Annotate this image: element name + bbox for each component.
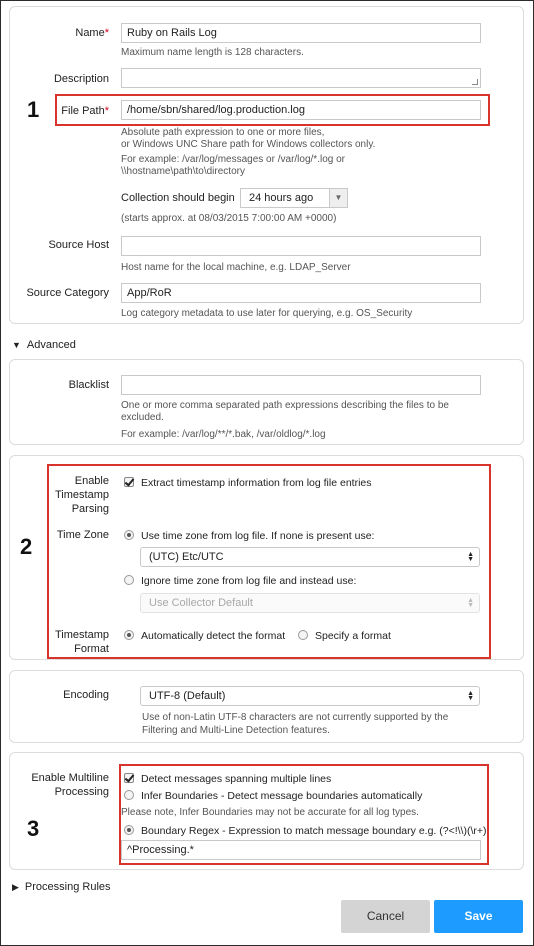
chevron-down-icon[interactable]: ▼ (329, 189, 347, 207)
updown-arrows-icon: ▲ ▼ (467, 597, 474, 609)
file-path-help-3: For example: /var/log/messages or /var/log/*.log or (121, 154, 345, 165)
name-input[interactable]: Ruby on Rails Log (121, 23, 481, 43)
source-category-input[interactable]: App/RoR (121, 283, 481, 303)
infer-boundaries-note: Please note, Infer Boundaries may not be accurate for all log types. (121, 807, 419, 818)
file-path-input[interactable]: /home/sbn/shared/log.production.log (121, 100, 481, 120)
detect-multiline-checkbox[interactable] (124, 773, 134, 783)
resize-handle-icon[interactable] (472, 79, 478, 85)
extract-timestamp-label: Extract timestamp information from log file entries (141, 477, 372, 489)
timezone-select[interactable] (140, 547, 480, 567)
processing-rules-label: Processing Rules (24, 881, 111, 893)
file-path-help-2: or Windows UNC Share path for Windows collectors only. (121, 139, 376, 150)
processing-rules-toggle[interactable] (12, 881, 111, 893)
collection-begin-label: Collection should begin (121, 192, 235, 204)
updown-arrows-icon: ▲ ▼ (467, 690, 474, 702)
source-host-label: Source Host (48, 239, 109, 251)
multiline-label: Enable Multiline Processing (31, 772, 109, 798)
file-path-help-4: \\hostname\path\to\directory (121, 166, 245, 177)
triangle-right-icon: ▶ (12, 882, 19, 892)
save-button[interactable]: Save (434, 900, 523, 933)
extract-timestamp-checkbox[interactable] (124, 477, 134, 487)
use-log-timezone-label: Use time zone from log file. If none is present use: (141, 530, 375, 542)
boundary-regex-label: Boundary Regex - Expression to match message boundary e.g. (?<!\\)(\r+) (141, 825, 487, 837)
ignore-timezone-radio[interactable] (124, 575, 134, 585)
advanced-toggle-label: Advanced (26, 339, 76, 351)
auto-detect-format-label: Automatically detect the format (141, 630, 286, 642)
file-path-label: File Path* (61, 105, 109, 117)
blacklist-help-1: One or more comma separated path expressions describing the files to be (121, 400, 449, 411)
collection-begin-value: 24 hours ago (249, 192, 314, 204)
multiline-label-box (9, 771, 109, 799)
source-host-help: Host name for the local machine, e.g. LDAP_Server (121, 262, 351, 273)
ignore-timezone-label: Ignore time zone from log file and instead use: (141, 575, 357, 587)
cancel-button[interactable]: Cancel (341, 900, 430, 933)
specify-format-radio[interactable] (298, 630, 308, 640)
infer-boundaries-radio[interactable] (124, 790, 134, 800)
annotation-2: 2 (20, 534, 33, 559)
use-log-timezone-radio[interactable] (124, 530, 134, 540)
name-label: Name* (75, 27, 109, 39)
collection-begin-select[interactable] (240, 188, 348, 208)
ignore-timezone-select-value: Use Collector Default (149, 597, 253, 609)
source-host-input[interactable] (121, 236, 481, 256)
name-help: Maximum name length is 128 characters. (121, 47, 304, 58)
timezone-label: Time Zone (56, 529, 109, 541)
collection-begin-help: (starts approx. at 08/03/2015 7:00:00 AM +0000) (121, 213, 337, 224)
annotation-3: 3 (27, 816, 40, 841)
ignore-timezone-select[interactable] (140, 593, 480, 613)
timestamp-format-label-box (9, 628, 109, 656)
triangle-down-icon: ▼ (12, 340, 21, 350)
infer-boundaries-label: Infer Boundaries - Detect message boundaries automatically (141, 790, 423, 802)
specify-format-label: Specify a format (315, 630, 391, 642)
detect-multiline-label: Detect messages spanning multiple lines (141, 773, 332, 785)
source-category-label: Source Category (26, 287, 109, 299)
enable-timestamp-label-box (9, 474, 109, 516)
description-textarea[interactable] (121, 68, 481, 88)
encoding-help-1: Use of non-Latin UTF-8 characters are not currently supported by the (142, 712, 449, 723)
file-path-help-1: Absolute path expression to one or more files, (121, 127, 325, 138)
blacklist-input[interactable] (121, 375, 481, 395)
blacklist-help-3: For example: /var/log/**/*.bak, /var/oldlog/*.log (121, 429, 326, 440)
encoding-label: Encoding (63, 689, 109, 701)
source-category-help: Log category metadata to use later for querying, e.g. OS_Security (121, 308, 413, 319)
encoding-select-value: UTF-8 (Default) (149, 690, 226, 702)
annotation-1: 1 (27, 97, 40, 122)
timezone-select-value: (UTC) Etc/UTC (149, 551, 224, 563)
updown-arrows-icon: ▲ ▼ (467, 551, 474, 563)
advanced-toggle[interactable] (12, 339, 76, 351)
auto-detect-format-radio[interactable] (124, 630, 134, 640)
blacklist-help-2: excluded. (121, 412, 164, 423)
encoding-select[interactable] (140, 686, 480, 706)
encoding-help-2: Filtering and Multi-Line Detection features. (142, 725, 330, 736)
boundary-regex-radio[interactable] (124, 825, 134, 835)
boundary-regex-input[interactable]: ^Processing.* (121, 840, 481, 860)
timestamp-format-label: Timestamp Format (55, 629, 109, 655)
enable-timestamp-label: Enable Timestamp Parsing (55, 475, 109, 515)
description-label: Description (53, 73, 109, 85)
blacklist-label: Blacklist (68, 379, 109, 391)
